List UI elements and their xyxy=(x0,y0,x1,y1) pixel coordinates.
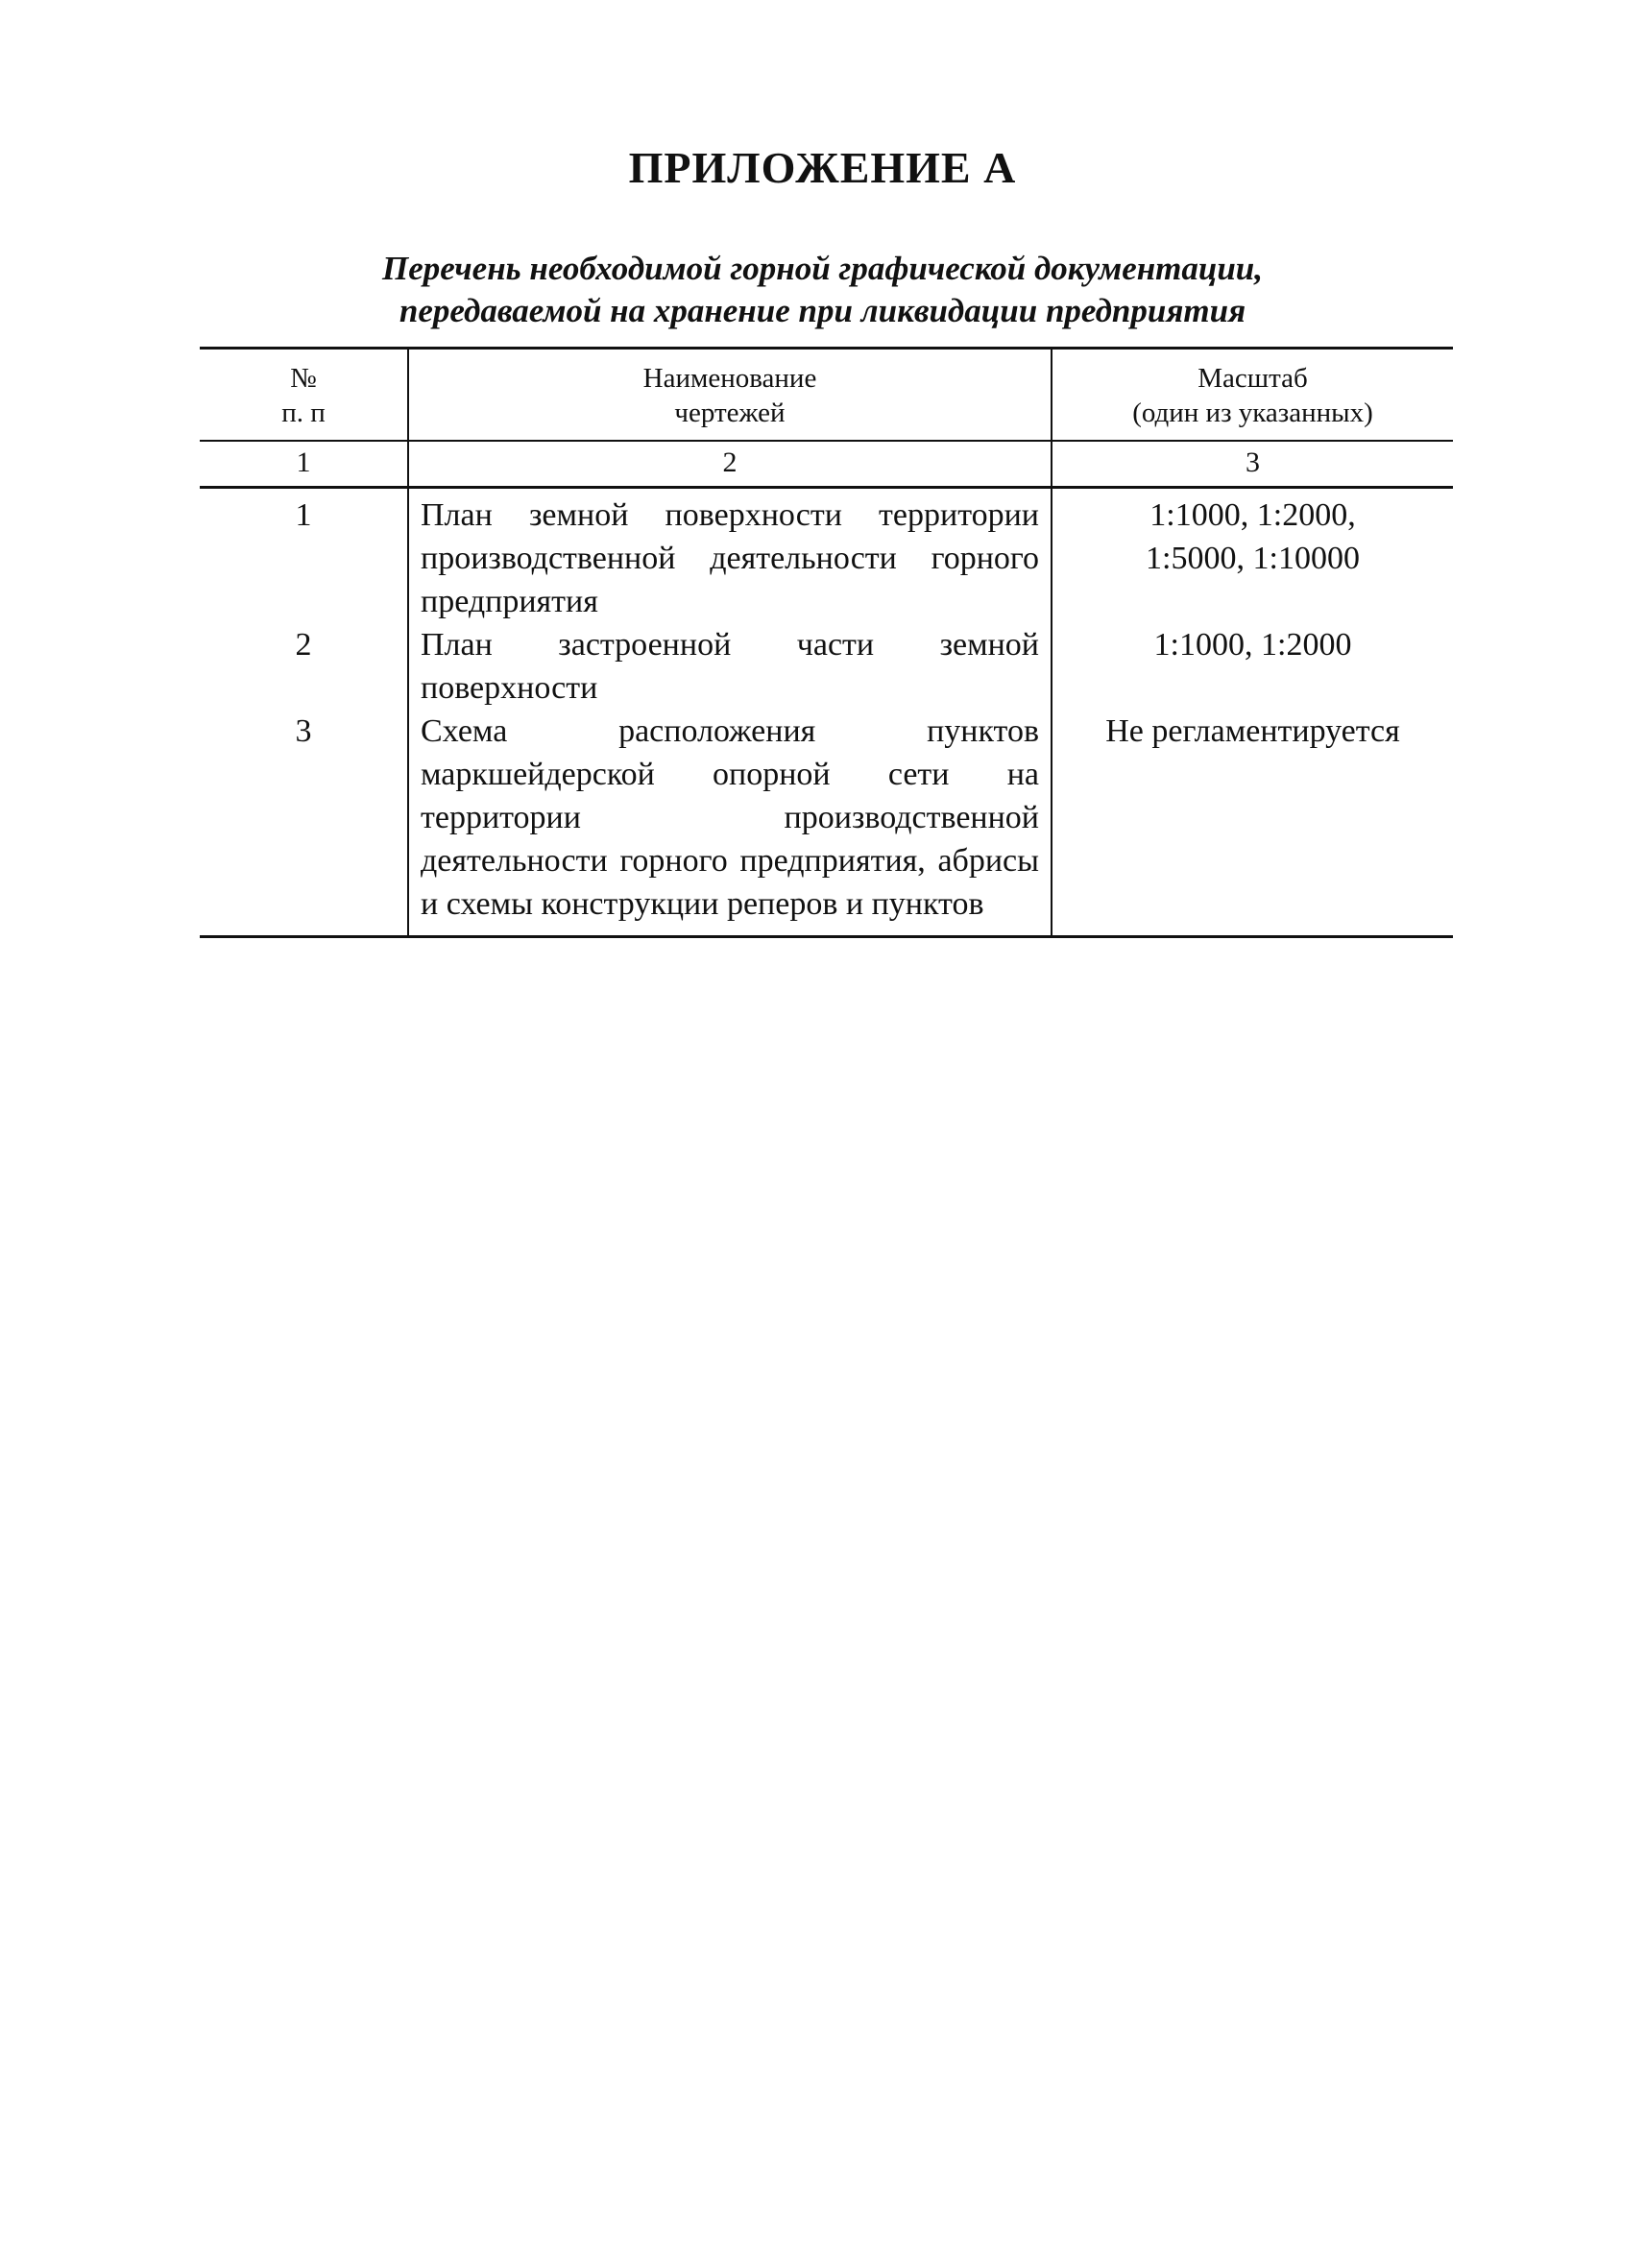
column-index-1: 1 xyxy=(200,441,408,488)
column-index-2: 2 xyxy=(408,441,1052,488)
table-row xyxy=(200,623,1453,710)
header-scale-line-1: Масштаб xyxy=(1197,363,1308,394)
table-caption xyxy=(0,248,1645,332)
row-scale-line: Не регламентируется xyxy=(1105,712,1400,749)
page-title: ПРИЛОЖЕНИЕ А xyxy=(628,143,1017,192)
header-name xyxy=(408,349,1052,441)
row-scale-line: 1:1000, 1:2000 xyxy=(1153,626,1352,663)
header-number xyxy=(200,349,408,441)
table-row xyxy=(200,710,1453,937)
column-index-3: 3 xyxy=(1052,441,1453,488)
row-drawing-name: План застроенной части земной поверхности xyxy=(408,623,1052,710)
documents-table xyxy=(200,347,1453,938)
row-scale xyxy=(1052,487,1453,623)
row-scale xyxy=(1052,623,1453,710)
row-drawing-name: План земной поверхности территории производственной деятельности горного предприятия xyxy=(408,487,1052,623)
header-number-line-2: п. п xyxy=(281,398,326,428)
header-scale-line-2: (один из указанных) xyxy=(1132,398,1373,428)
header-name-line-2: чертежей xyxy=(674,398,786,428)
table-row xyxy=(200,487,1453,623)
row-scale-line: 1:5000, 1:10000 xyxy=(1146,540,1360,576)
table-caption-line-2: передаваемой на хранение при ликвидации предприятия xyxy=(399,292,1246,329)
row-scale xyxy=(1052,710,1453,937)
row-number: 1 xyxy=(295,496,312,533)
row-drawing-name: Схема расположения пунктов маркшейдерской опорной сети на территории производственной деятельности горного предприятия, абрисы и схемы конструкции реперов и пунктов xyxy=(408,710,1052,937)
row-number: 2 xyxy=(295,626,312,663)
table-caption-line-1: Перечень необходимой горной графической документации, xyxy=(381,250,1264,287)
header-scale xyxy=(1052,349,1453,441)
header-name-line-1: Наименование xyxy=(642,363,817,394)
header-number-line-1: № xyxy=(290,363,317,394)
table-header-row xyxy=(200,349,1453,441)
column-index-row xyxy=(200,441,1453,488)
row-scale-line: 1:1000, 1:2000, xyxy=(1149,496,1356,533)
row-number: 3 xyxy=(200,710,408,937)
